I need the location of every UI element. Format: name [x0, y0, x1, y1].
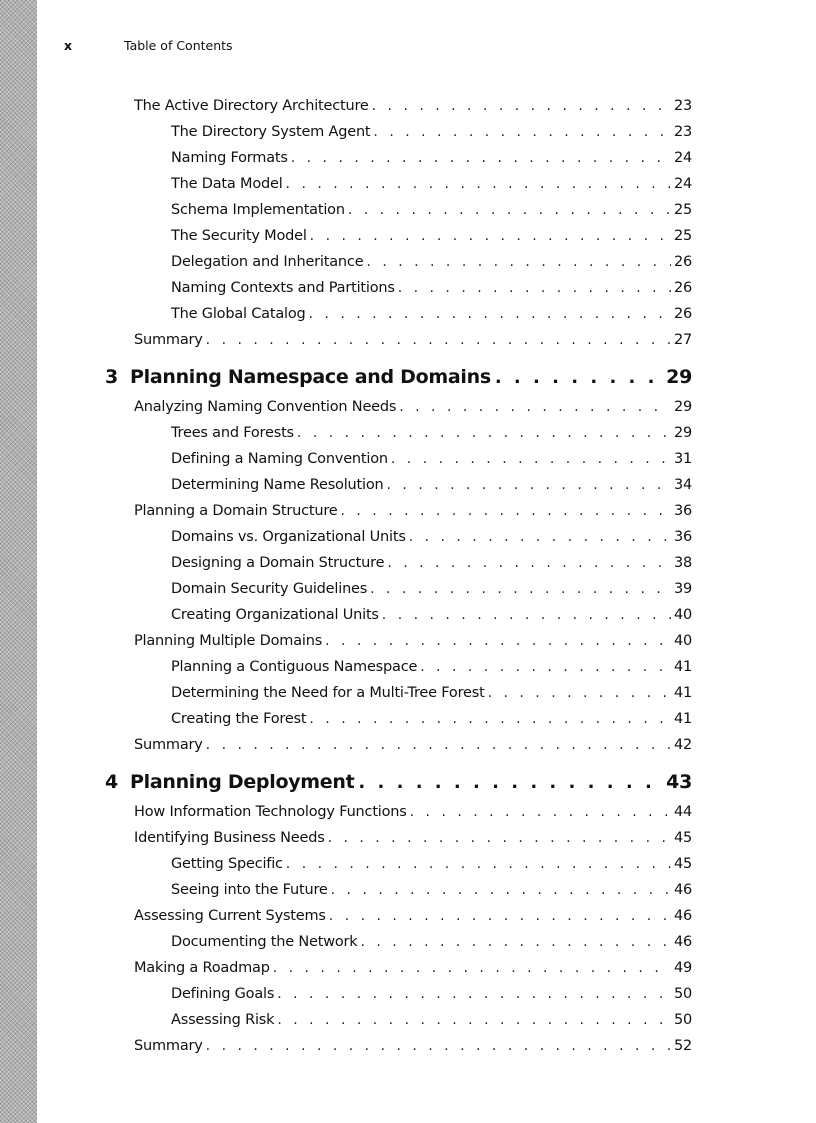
toc-page: 41 [673, 711, 692, 727]
toc-leader [277, 1012, 671, 1028]
toc-subsection[interactable] [0, 425, 692, 451]
toc-leader [387, 555, 671, 571]
toc-subsection[interactable] [0, 934, 692, 960]
toc-leader [366, 254, 671, 270]
toc-title: Schema Implementation [171, 202, 345, 218]
toc-leader [382, 607, 671, 623]
toc-leader [325, 633, 671, 649]
toc-page: 43 [666, 771, 692, 793]
toc-leader [372, 98, 671, 114]
toc-title: The Directory System Agent [171, 124, 371, 140]
toc-title: Summary [134, 332, 203, 348]
toc-subsection[interactable] [0, 659, 692, 685]
toc-title: Assessing Current Systems [134, 908, 326, 924]
toc-title: Domain Security Guidelines [171, 581, 368, 597]
toc-leader [420, 659, 671, 675]
toc-subsection[interactable] [0, 607, 692, 633]
toc-page: 31 [673, 451, 692, 467]
toc-subsection[interactable] [0, 529, 692, 555]
toc-leader [348, 202, 671, 218]
toc-subsection[interactable] [0, 986, 692, 1012]
toc-subsection[interactable] [0, 254, 692, 280]
toc-subsection[interactable] [0, 124, 692, 150]
toc-title: Planning Multiple Domains [134, 633, 323, 649]
toc-section[interactable] [0, 960, 692, 986]
toc-page: 29 [666, 366, 692, 388]
toc-page: 49 [673, 960, 692, 976]
toc-subsection[interactable] [0, 711, 692, 737]
toc-page: 29 [673, 399, 692, 415]
toc-subsection[interactable] [0, 477, 692, 503]
header-title: Table of Contents [124, 38, 233, 53]
toc-page: 46 [673, 882, 692, 898]
toc-leader [373, 124, 671, 140]
toc-leader [309, 306, 671, 322]
toc-title: Identifying Business Needs [134, 830, 325, 846]
toc-section[interactable] [0, 332, 692, 358]
toc-page: 42 [673, 737, 692, 753]
toc-page: 39 [673, 581, 692, 597]
toc-page: 36 [673, 503, 692, 519]
toc-title: Determining the Need for a Multi-Tree Forest [171, 685, 485, 701]
toc-page: 27 [673, 332, 692, 348]
toc-page: 26 [673, 254, 692, 270]
toc-leader [341, 503, 671, 519]
toc-title: Creating Organizational Units [171, 607, 379, 623]
toc-title: Making a Roadmap [134, 960, 270, 976]
toc-leader [358, 772, 662, 793]
toc-title: The Data Model [171, 176, 283, 192]
toc-leader [310, 228, 671, 244]
toc-title: The Security Model [171, 228, 307, 244]
toc-page: 23 [673, 98, 692, 114]
toc-page: 24 [673, 176, 692, 192]
toc-page: 46 [673, 934, 692, 950]
toc-page: 50 [673, 1012, 692, 1028]
toc-title: Domains vs. Organizational Units [171, 529, 406, 545]
toc-title: How Information Technology Functions [134, 804, 407, 820]
toc-section[interactable] [0, 908, 692, 934]
toc-title: Trees and Forests [171, 425, 294, 441]
toc-title: The Active Directory Architecture [134, 98, 369, 114]
toc-subsection[interactable] [0, 306, 692, 332]
toc-leader [329, 908, 671, 924]
header-page-number: x [64, 38, 73, 53]
toc-page: 26 [673, 306, 692, 322]
toc-section[interactable] [0, 830, 692, 856]
toc-subsection[interactable] [0, 555, 692, 581]
toc-title: Naming Formats [171, 150, 288, 166]
toc-page: 26 [673, 280, 692, 296]
toc-subsection[interactable] [0, 685, 692, 711]
toc-page: 41 [673, 659, 692, 675]
toc-leader [291, 150, 671, 166]
toc-title: Analyzing Naming Convention Needs [134, 399, 397, 415]
toc-leader [297, 425, 671, 441]
toc-subsection[interactable] [0, 451, 692, 477]
toc-title: Assessing Risk [171, 1012, 275, 1028]
toc-section[interactable] [0, 1038, 692, 1064]
toc-leader [309, 711, 671, 727]
toc-section[interactable] [0, 98, 692, 124]
toc-page: 52 [673, 1038, 692, 1054]
toc-section[interactable] [0, 804, 692, 830]
toc-leader [398, 280, 671, 296]
toc-page: 44 [673, 804, 692, 820]
toc-leader [391, 451, 671, 467]
toc-page: 46 [673, 908, 692, 924]
toc-leader [495, 367, 662, 388]
toc-subsection[interactable] [0, 1012, 692, 1038]
toc-page: 24 [673, 150, 692, 166]
toc-title: Creating the Forest [171, 711, 307, 727]
toc-leader [488, 685, 671, 701]
toc-page: 34 [673, 477, 692, 493]
toc-leader [410, 804, 671, 820]
toc-page: 36 [673, 529, 692, 545]
toc-leader [206, 1038, 671, 1054]
toc-leader [399, 399, 671, 415]
toc-title: Determining Name Resolution [171, 477, 384, 493]
toc-chapter[interactable] [0, 366, 692, 396]
toc-title: Delegation and Inheritance [171, 254, 364, 270]
toc-page: 40 [673, 633, 692, 649]
toc-leader [370, 581, 671, 597]
toc-leader [409, 529, 671, 545]
running-header [0, 38, 816, 54]
toc-leader [361, 934, 671, 950]
toc-title: Summary [134, 737, 203, 753]
toc-page: 29 [673, 425, 692, 441]
toc-section[interactable] [0, 737, 692, 763]
toc-page: 40 [673, 607, 692, 623]
toc-title: Planning Deployment [130, 771, 355, 793]
toc-leader [286, 176, 671, 192]
toc-leader [328, 830, 671, 846]
toc-page: 50 [673, 986, 692, 1002]
toc-subsection[interactable] [0, 856, 692, 882]
toc-title: Designing a Domain Structure [171, 555, 385, 571]
toc-leader [273, 960, 671, 976]
toc-title: Planning a Contiguous Namespace [171, 659, 418, 675]
toc-page: 41 [673, 685, 692, 701]
toc-title: Defining Goals [171, 986, 275, 1002]
toc-leader [286, 856, 671, 872]
toc-page: 23 [673, 124, 692, 140]
toc-leader [277, 986, 671, 1002]
toc-leader [387, 477, 671, 493]
toc-leader [206, 737, 671, 753]
toc-section[interactable] [0, 399, 692, 425]
toc-title: Planning Namespace and Domains [130, 366, 491, 388]
toc-page: 25 [673, 202, 692, 218]
toc-subsection[interactable] [0, 581, 692, 607]
toc-page: 25 [673, 228, 692, 244]
toc-page: 38 [673, 555, 692, 571]
toc-subsection[interactable] [0, 150, 692, 176]
toc-title: Seeing into the Future [171, 882, 328, 898]
toc-title: Getting Specific [171, 856, 283, 872]
chapter-number: 4 [105, 771, 118, 793]
toc-title: Documenting the Network [171, 934, 358, 950]
toc-section[interactable] [0, 503, 692, 529]
toc-subsection[interactable] [0, 882, 692, 908]
toc-page: 45 [673, 856, 692, 872]
toc-title: Defining a Naming Convention [171, 451, 388, 467]
toc-leader [206, 332, 671, 348]
toc-section[interactable] [0, 633, 692, 659]
toc-subsection[interactable] [0, 176, 692, 202]
toc-title: Summary [134, 1038, 203, 1054]
toc-chapter[interactable] [0, 771, 692, 801]
toc-subsection[interactable] [0, 228, 692, 254]
toc-page: 45 [673, 830, 692, 846]
toc-title: The Global Catalog [171, 306, 306, 322]
toc-title: Naming Contexts and Partitions [171, 280, 395, 296]
toc-leader [331, 882, 671, 898]
chapter-number: 3 [105, 366, 118, 388]
toc-subsection[interactable] [0, 280, 692, 306]
toc-title: Planning a Domain Structure [134, 503, 338, 519]
toc-subsection[interactable] [0, 202, 692, 228]
